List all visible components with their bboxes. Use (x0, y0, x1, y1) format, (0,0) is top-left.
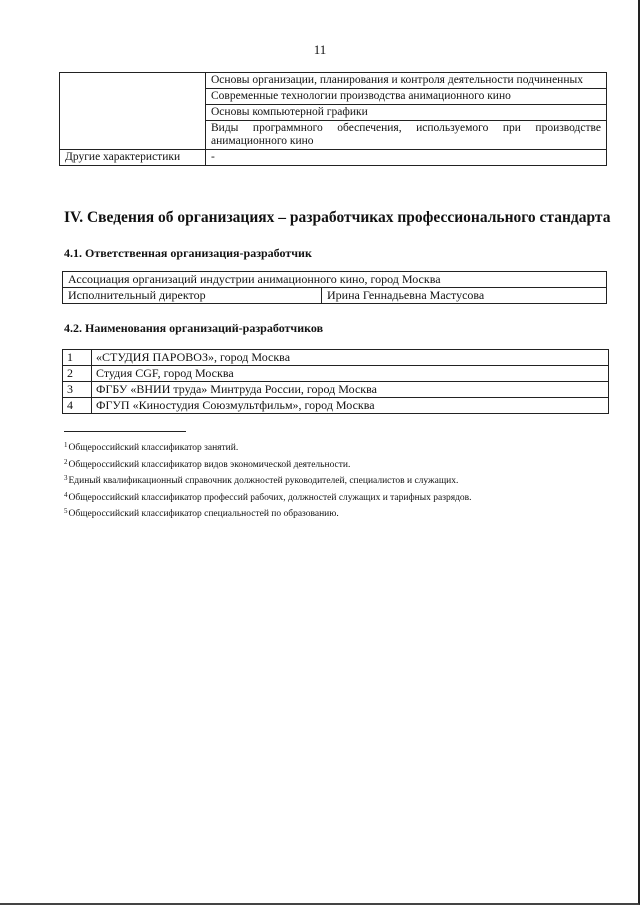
footnote (64, 505, 472, 522)
responsible-table (62, 271, 607, 304)
table-cell-empty (60, 73, 206, 150)
table-row (63, 366, 609, 382)
table-row (63, 382, 609, 398)
footnote (64, 439, 472, 456)
footnotes (64, 439, 472, 522)
responsible-heading: 4.1. Ответственная организация-разработчик (64, 246, 312, 260)
table-row (63, 272, 607, 288)
table-row (60, 150, 607, 166)
footnote-mark: 3 (64, 474, 68, 482)
footnote-mark: 4 (64, 490, 68, 499)
organization-name: «СТУДИЯ ПАРОВОЗ», город Москва (92, 350, 609, 366)
footnote-text: Общероссийский классификатор занятий. (68, 443, 239, 453)
person-name: Ирина Геннадьевна Мастусова (322, 288, 607, 304)
table-row (63, 350, 609, 366)
footnote-mark: 1 (64, 441, 68, 449)
footnote-text: Общероссийский классификатор видов экономической деятельности. (68, 459, 351, 470)
footnote-divider (64, 431, 186, 432)
developers-table (62, 349, 609, 414)
organization-name: Ассоциация организаций индустрии анимационного кино, город Москва (63, 272, 607, 288)
row-number: 4 (63, 398, 92, 414)
row-number: 2 (63, 366, 92, 382)
table-cell: Основы компьютерной графики (206, 105, 607, 121)
footnote-text: Общероссийский классификатор специальностей по образованию. (68, 509, 339, 519)
footnote (64, 489, 472, 506)
footnote-text: Единый квалификационный справочник должностей руководителей, специалистов и служащих. (68, 476, 459, 486)
section-title: IV. Сведения об организациях – разработчиках профессионального стандарта (64, 209, 611, 226)
row-number: 1 (63, 350, 92, 366)
footnote-text: Общероссийский классификатор профессий рабочих, должностей служащих и тарифных разрядов. (68, 492, 472, 503)
other-characteristics-value: - (206, 150, 607, 166)
page-number: 11 (313, 42, 327, 57)
footnote (64, 456, 472, 473)
footnote-mark: 2 (64, 457, 68, 466)
other-characteristics-label: Другие характеристики (60, 150, 206, 166)
organization-name: ФГБУ «ВНИИ труда» Минтруда России, город Москва (92, 382, 609, 398)
position: Исполнительный директор (63, 288, 322, 304)
table-row (60, 73, 607, 89)
table-row (63, 288, 607, 304)
table-cell: Основы организации, планирования и контроля деятельности подчиненных (206, 73, 607, 89)
skills-table (59, 72, 607, 166)
table-cell: Современные технологии производства анимационного кино (206, 89, 607, 105)
footnote-mark: 5 (64, 507, 68, 515)
footnote (64, 472, 472, 489)
developers-heading: 4.2. Наименования организаций-разработчиков (64, 321, 324, 335)
table-cell: Виды программного обеспечения, используемого при производстве анимационного кино (206, 121, 607, 150)
table-row (63, 398, 609, 414)
row-number: 3 (63, 382, 92, 398)
organization-name: Студия CGF, город Москва (92, 366, 609, 382)
organization-name: ФГУП «Киностудия Союзмультфильм», город Москва (92, 398, 609, 414)
